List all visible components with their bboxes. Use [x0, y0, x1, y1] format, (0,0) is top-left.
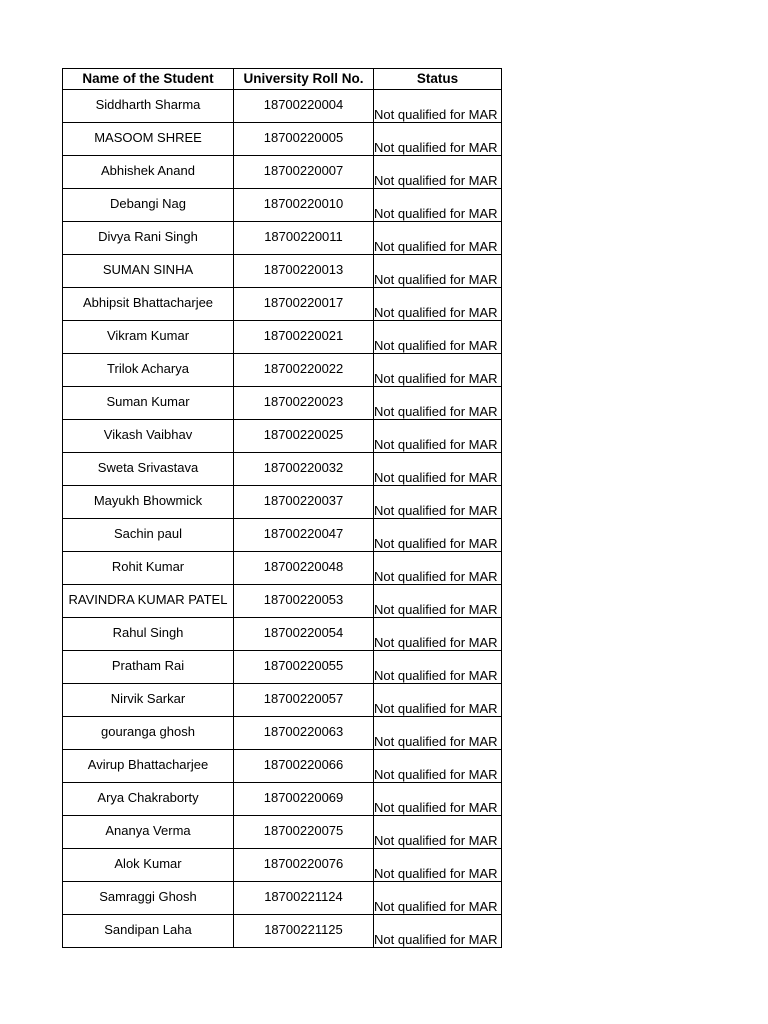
table-row [63, 486, 502, 519]
roll-number-cell: 18700221125 [234, 915, 374, 948]
table-row [63, 915, 502, 948]
student-name-cell: Abhishek Anand [63, 156, 234, 189]
roll-number-cell: 18700220075 [234, 816, 374, 849]
status-cell: Not qualified for MAR [374, 453, 502, 486]
table-row [63, 651, 502, 684]
table-row [63, 420, 502, 453]
status-cell: Not qualified for MAR [374, 90, 502, 123]
roll-number-cell: 18700220047 [234, 519, 374, 552]
student-name-cell: RAVINDRA KUMAR PATEL [63, 585, 234, 618]
student-name-cell: Nirvik Sarkar [63, 684, 234, 717]
table-row [63, 123, 502, 156]
status-cell: Not qualified for MAR [374, 717, 502, 750]
roll-number-cell: 18700220005 [234, 123, 374, 156]
table-row [63, 882, 502, 915]
roll-number-cell: 18700220032 [234, 453, 374, 486]
roll-number-cell: 18700220063 [234, 717, 374, 750]
status-cell: Not qualified for MAR [374, 222, 502, 255]
status-cell: Not qualified for MAR [374, 288, 502, 321]
student-name-cell: Avirup Bhattacharjee [63, 750, 234, 783]
header-row [63, 69, 502, 90]
student-name-cell: Pratham Rai [63, 651, 234, 684]
table-row [63, 519, 502, 552]
table-row [63, 156, 502, 189]
student-status-sheet [62, 68, 502, 948]
roll-number-cell: 18700220022 [234, 354, 374, 387]
student-name-cell: Mayukh Bhowmick [63, 486, 234, 519]
student-name-cell: Vikram Kumar [63, 321, 234, 354]
header-roll-no: University Roll No. [234, 69, 374, 90]
status-cell: Not qualified for MAR [374, 882, 502, 915]
table-row [63, 354, 502, 387]
status-cell: Not qualified for MAR [374, 156, 502, 189]
status-cell: Not qualified for MAR [374, 387, 502, 420]
student-name-cell: Divya Rani Singh [63, 222, 234, 255]
status-cell: Not qualified for MAR [374, 552, 502, 585]
student-name-cell: Samraggi Ghosh [63, 882, 234, 915]
roll-number-cell: 18700220021 [234, 321, 374, 354]
table-row [63, 222, 502, 255]
roll-number-cell: 18700220055 [234, 651, 374, 684]
status-cell: Not qualified for MAR [374, 816, 502, 849]
student-name-cell: Sweta Srivastava [63, 453, 234, 486]
status-cell: Not qualified for MAR [374, 354, 502, 387]
roll-number-cell: 18700220048 [234, 552, 374, 585]
table-row [63, 783, 502, 816]
student-name-cell: SUMAN SINHA [63, 255, 234, 288]
student-name-cell: Abhipsit Bhattacharjee [63, 288, 234, 321]
table-row [63, 255, 502, 288]
status-cell: Not qualified for MAR [374, 684, 502, 717]
student-name-cell: Ananya Verma [63, 816, 234, 849]
table-row [63, 684, 502, 717]
roll-number-cell: 18700220069 [234, 783, 374, 816]
student-name-cell: Rahul Singh [63, 618, 234, 651]
status-cell: Not qualified for MAR [374, 486, 502, 519]
student-name-cell: Suman Kumar [63, 387, 234, 420]
status-cell: Not qualified for MAR [374, 585, 502, 618]
table-row [63, 552, 502, 585]
header-status: Status [374, 69, 502, 90]
status-cell: Not qualified for MAR [374, 618, 502, 651]
status-cell: Not qualified for MAR [374, 783, 502, 816]
roll-number-cell: 18700220007 [234, 156, 374, 189]
roll-number-cell: 18700220023 [234, 387, 374, 420]
student-name-cell: Siddharth Sharma [63, 90, 234, 123]
table-row [63, 717, 502, 750]
student-name-cell: MASOOM SHREE [63, 123, 234, 156]
student-name-cell: Rohit Kumar [63, 552, 234, 585]
table-row [63, 585, 502, 618]
header-student-name: Name of the Student [63, 69, 234, 90]
table-body [63, 90, 502, 948]
roll-number-cell: 18700220037 [234, 486, 374, 519]
table-row [63, 387, 502, 420]
student-status-table [62, 68, 502, 948]
roll-number-cell: 18700220057 [234, 684, 374, 717]
table-row [63, 288, 502, 321]
status-cell: Not qualified for MAR [374, 915, 502, 948]
roll-number-cell: 18700220004 [234, 90, 374, 123]
table-row [63, 816, 502, 849]
student-name-cell: Arya Chakraborty [63, 783, 234, 816]
student-name-cell: Debangi Nag [63, 189, 234, 222]
student-name-cell: Vikash Vaibhav [63, 420, 234, 453]
status-cell: Not qualified for MAR [374, 651, 502, 684]
roll-number-cell: 18700220011 [234, 222, 374, 255]
status-cell: Not qualified for MAR [374, 849, 502, 882]
roll-number-cell: 18700220025 [234, 420, 374, 453]
student-name-cell: Sachin paul [63, 519, 234, 552]
student-name-cell: Trilok Acharya [63, 354, 234, 387]
status-cell: Not qualified for MAR [374, 255, 502, 288]
status-cell: Not qualified for MAR [374, 750, 502, 783]
status-cell: Not qualified for MAR [374, 321, 502, 354]
roll-number-cell: 18700220066 [234, 750, 374, 783]
roll-number-cell: 18700220076 [234, 849, 374, 882]
roll-number-cell: 18700220013 [234, 255, 374, 288]
student-name-cell: Alok Kumar [63, 849, 234, 882]
status-cell: Not qualified for MAR [374, 420, 502, 453]
status-cell: Not qualified for MAR [374, 189, 502, 222]
status-cell: Not qualified for MAR [374, 123, 502, 156]
table-row [63, 849, 502, 882]
roll-number-cell: 18700220053 [234, 585, 374, 618]
table-row [63, 750, 502, 783]
roll-number-cell: 18700220054 [234, 618, 374, 651]
table-row [63, 90, 502, 123]
roll-number-cell: 18700220017 [234, 288, 374, 321]
table-row [63, 189, 502, 222]
roll-number-cell: 18700221124 [234, 882, 374, 915]
status-cell: Not qualified for MAR [374, 519, 502, 552]
roll-number-cell: 18700220010 [234, 189, 374, 222]
table-row [63, 453, 502, 486]
student-name-cell: gouranga ghosh [63, 717, 234, 750]
table-row [63, 618, 502, 651]
student-name-cell: Sandipan Laha [63, 915, 234, 948]
table-row [63, 321, 502, 354]
